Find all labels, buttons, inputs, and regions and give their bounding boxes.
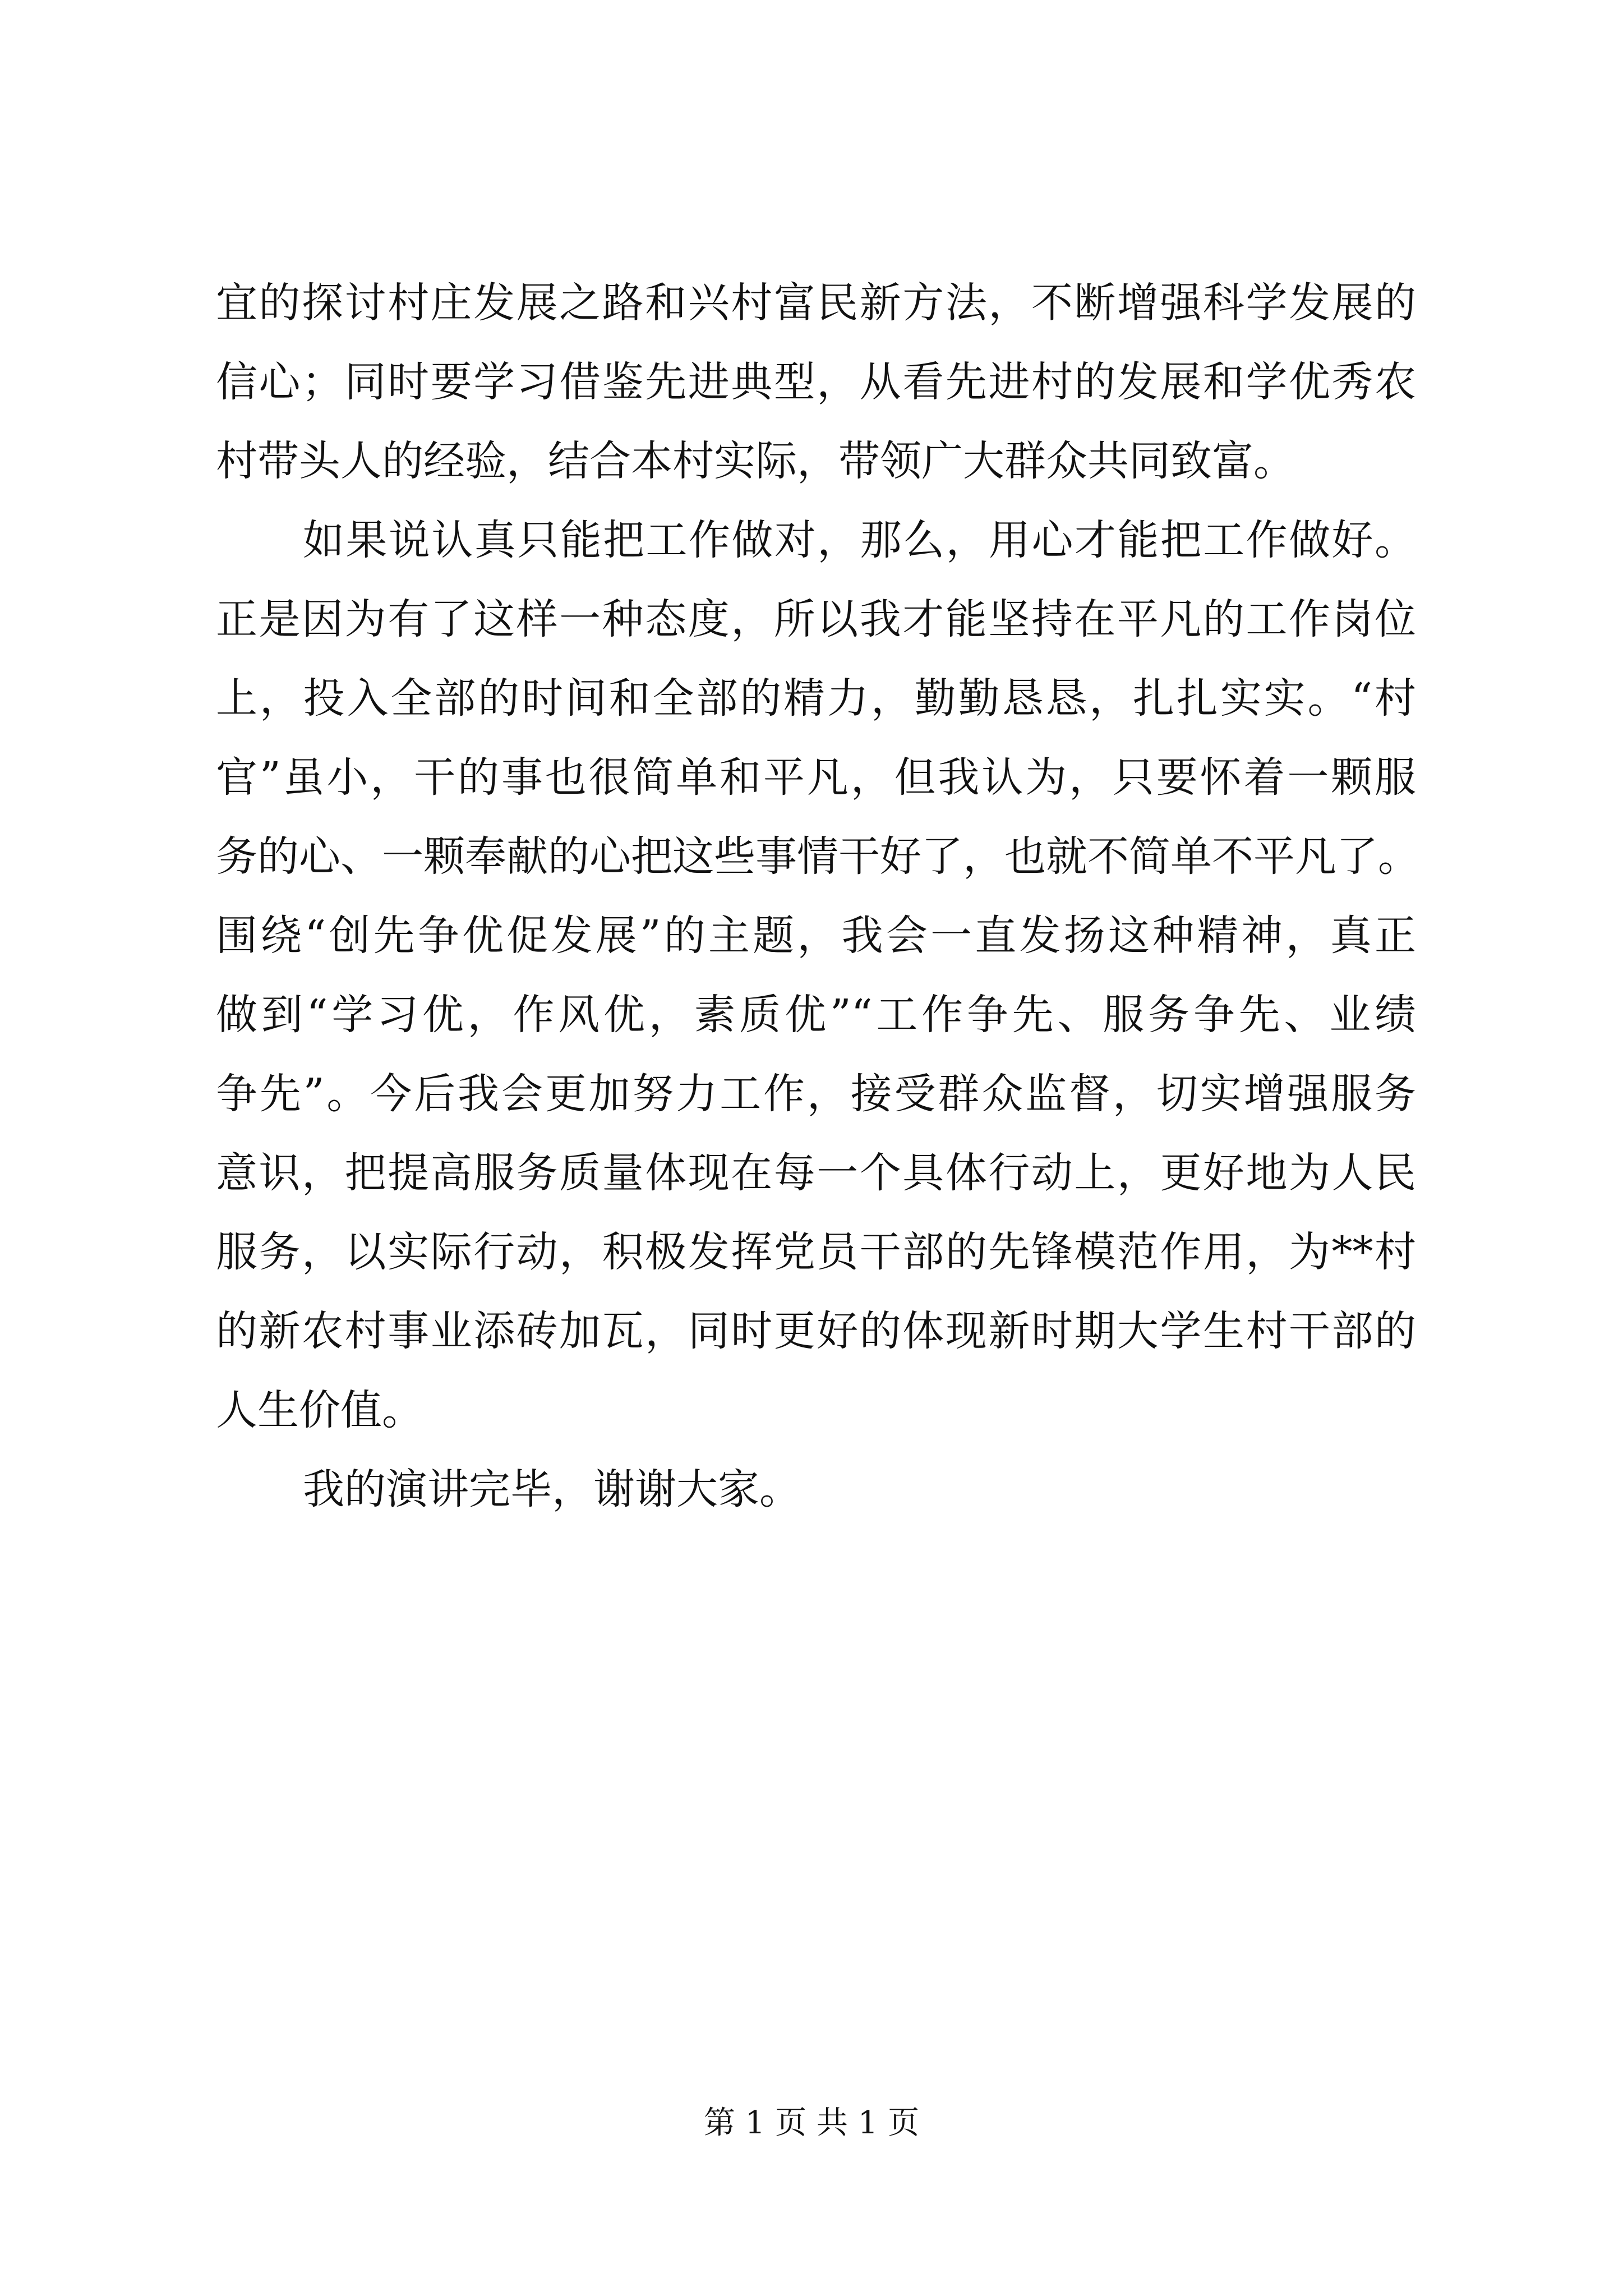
paragraph-line: 意识，把提高服务质量体现在每一个具体行动上，更好地为人民 — [216, 1149, 1416, 1197]
paragraph-line: 围绕“创先争优促发展”的主题，我会一直发扬这种精神，真正 — [216, 912, 1416, 960]
paragraph-line: 我的演讲完毕，谢谢大家。 — [303, 1465, 801, 1513]
paragraph-line: 务的心、一颗奉献的心把这些事情干好了，也就不简单不平凡了。 — [216, 832, 1419, 881]
paragraph-line: 宜的探讨村庄发展之路和兴村富民新方法，不断增强科学发展的 — [216, 279, 1416, 327]
paragraph-line: 人生价值。 — [216, 1386, 423, 1434]
document-body — [216, 264, 1419, 1529]
paragraph-line: 如果说认真只能把工作做对，那么，用心才能把工作做好。 — [303, 516, 1416, 564]
paragraph-line: 信心；同时要学习借鉴先进典型，从看先进村的发展和学优秀农 — [216, 358, 1416, 406]
paragraph-line: 争先”。今后我会更加努力工作，接受群众监督，切实增强服务 — [216, 1070, 1416, 1118]
paragraph-line: 正是因为有了这样一种态度，所以我才能坚持在平凡的工作岗位 — [216, 595, 1416, 643]
paragraph-line: 上，投入全部的时间和全部的精力，勤勤恳恳，扎扎实实。“村 — [216, 674, 1416, 723]
paragraph-1 — [216, 264, 1416, 501]
paragraph-line: 服务，以实际行动，积极发挥党员干部的先锋模范作用，为**村 — [216, 1228, 1416, 1276]
page-footer — [0, 2098, 1623, 2143]
paragraph-line: 做到“学习优，作风优，素质优”“工作争先、服务争先、业绩 — [216, 991, 1416, 1039]
paragraph-2 — [216, 501, 1419, 1450]
paragraph-line: 的新农村事业添砖加瓦，同时更好的体现新时期大学生村干部的 — [216, 1307, 1416, 1355]
paragraph-line: 官”虽小，干的事也很简单和平凡，但我认为，只要怀着一颗服 — [216, 753, 1416, 802]
page-number-label: 第 1 页 共 1 页 — [703, 2105, 920, 2141]
paragraph-line: 村带头人的经验，结合本村实际，带领广大群众共同致富。 — [216, 437, 1295, 485]
paragraph-3 — [216, 1450, 1416, 1529]
